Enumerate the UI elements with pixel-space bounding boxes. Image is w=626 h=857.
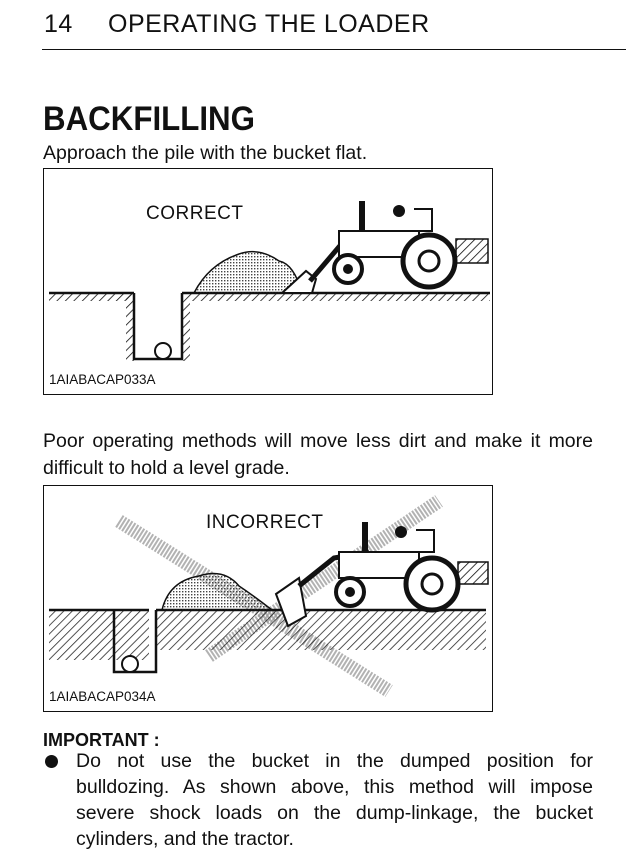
chapter-title: OPERATING THE LOADER (108, 10, 430, 38)
page-header (42, 8, 626, 48)
figure-incorrect-label: INCORRECT (206, 512, 324, 533)
important-heading: IMPORTANT : (43, 730, 160, 750)
intro-paragraph: Approach the pile with the bucket flat. (43, 142, 368, 164)
figure-correct-code: 1AIABACAP033A (49, 372, 156, 387)
correct-illustration (44, 169, 493, 395)
figure-correct (43, 168, 493, 395)
header-rule (42, 49, 626, 50)
bullet-dot-icon (45, 755, 58, 768)
figure-correct-label: CORRECT (146, 203, 244, 224)
figure-incorrect (43, 485, 493, 712)
page-number: 14 (44, 10, 73, 38)
section-title: BACKFILLING (43, 100, 255, 138)
poor-methods-paragraph: Poor operating methods will move less dirt and make it more difficult to hold a level grade. (43, 430, 593, 479)
important-bullet: Do not use the bucket in the dumped position for bulldozing. As shown above, this method will impose severe shock loads on the dump-linkage, the bucket cylinders, and the tractor. (76, 750, 593, 850)
figure-incorrect-code: 1AIABACAP034A (49, 689, 156, 704)
